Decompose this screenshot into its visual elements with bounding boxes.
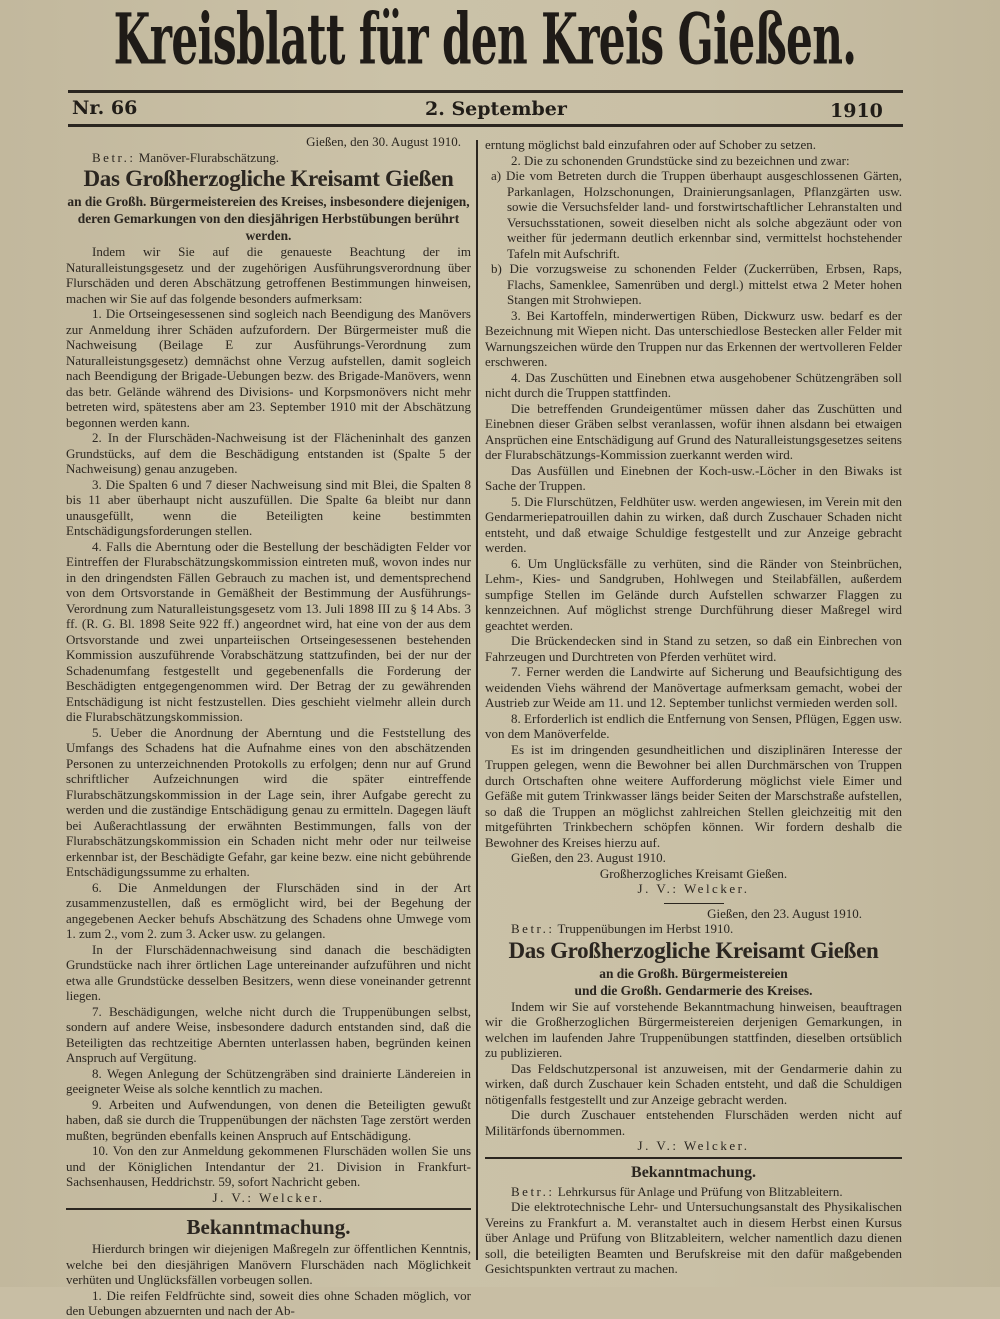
paragraph: 7. Ferner werden die Landwirte auf Sicherung und Beaufsichtigung des weidenden Viehs während der Manövertage aufmerksam gemacht, wobei der Austrieb zur Weide am 11. und 12. September tunlichst vermieden werden soll. bbox=[485, 664, 902, 710]
paragraph: 1. Die reifen Feldfrüchte sind, soweit dies ohne Schaden möglich, vor den Uebungen abzuernten und nach der Ab- bbox=[66, 1287, 471, 1318]
dateline: Gießen, den 23. August 1910. bbox=[707, 905, 862, 921]
betr-label: Betr.: bbox=[92, 149, 136, 165]
paragraph: 4. Falls die Aberntung oder die Bestellung der beschädigten Felder vor Eintreffen der Flurabschätzungskommission eintreten muß, wovon indes nur in den dringendsten Fällen Gebrauch zu machen ist, und dementsprechend von dem Ortsvorstande in Gemäßheit der Bestimmung der Ausführungs-Verordnung zum Naturalleistungsgesetz vom 13. Juli 1898 III zu § 14 Abs. 3 ff. (R. G. Bl. 1898 Seite 922 ff.) angeordnet wird, hat eine von der aus dem Ortsvorstande und zwei unparteiischen Ortseingesessenen bestehenden Kommission auszuführende Vorabschätzung stattzufinden, bei der nur der Schadenumfang festgestellt und gegebenenfalls die Forderung der Beschädigten entgegengenommen wird. Der Betrag der zu gewährenden Entschädigung ist nicht festzustellen. Dies geschieht vielmehr allein durch die Flurabschätzungskommission. bbox=[66, 538, 471, 724]
article-heading: Bekanntmachung. bbox=[631, 1163, 756, 1181]
dateline: Gießen, den 23. August 1910. bbox=[511, 850, 666, 865]
signature: J. V.: Welcker. bbox=[637, 881, 750, 896]
paragraph: Das Feldschutzpersonal ist anzuweisen, mit der Gendarmerie dahin zu wirken, daß durch Zuschauer kein Schaden entsteht, und daß die Schuldigen nötigenfalls festgestellt und zur Anzeige gebracht werden. bbox=[485, 1060, 902, 1107]
betr-subject: Truppenübungen im Herbst 1910. bbox=[557, 921, 734, 936]
paragraph: Es ist im dringenden gesundheitlichen und disziplinären Interesse der Truppen gelegen, wenn die Bewohner bei allen Durchmärschen von Truppen durch Ortschaften ohne weitere Aufforderung möglichst viele Eimer und Gefäße mit gutem Trinkwasser längs beider Seiten der Marschstraße aufstellen, so daß die Truppen an möglichst zahlreichen Stellen gleichzeitig mit den mitgeführten Trinkbechern schöpfen können. Wir fordern deshalb die Bewohner des Kreises hierzu auf. bbox=[485, 741, 902, 850]
paragraph: 8. Wegen Anlegung der Schützengräben sind drainierte Ländereien in geeigneter Weise als solche kenntlich zu machen. bbox=[66, 1065, 471, 1096]
paragraph: Indem wir Sie auf vorstehende Bekanntmachung hinweisen, beauftragen wir die Großherzoglichen Bürgermeistereien derjenigen Gemarkungen, in welchen im laufenden Jahre Truppenübungen stattfinden, dieselben ortsüblich zu publizieren. bbox=[485, 998, 902, 1060]
issue-date: 2. September bbox=[425, 98, 567, 120]
article-bekanntmachung-continued bbox=[485, 137, 902, 897]
signature: J. V.: Welcker. bbox=[212, 1189, 325, 1205]
left-column bbox=[66, 134, 471, 1319]
paragraph: Hierdurch bringen wir diejenigen Maßregeln zur öffentlichen Kenntnis, welche bei den diesjährigen Manövern Flurschäden nach Möglichkeit verhüten und Unglücksfällen vorbeugen sollen. bbox=[66, 1241, 471, 1287]
header-rule-top bbox=[68, 90, 903, 93]
article-truppenuebungen bbox=[485, 906, 902, 1154]
section-divider bbox=[485, 1157, 902, 1159]
paragraph: 1. Die Ortseingesessenen sind sogleich nach Beendigung des Manövers zur Anmeldung ihrer Schäden aufzufordern. Der Bürgermeister muß die Nachweisung (Beilage E zur Ausführungs-Verordnung zum Naturalleistungsgesetz) demnächst ohne Verzug aufstellen, damit sogleich nach Beendigung der Brigade-Uebungen bezw. des Brigade-Manövers, wenn das betr. Gelände während des Divisions- und Korpsmonövers nicht mehr betreten wird, spätestens aber am 23. September 1910 mit der Abschätzung begonnen werden kann. bbox=[66, 306, 471, 430]
list-item: b) Die vorzugsweise zu schonenden Felder (Zuckerrüben, Erbsen, Raps, Flachs, Samenklee, Samenrüben und dergl.) mittelst etwa 2 Meter hohen Stangen mit Strohwiepen. bbox=[491, 261, 902, 307]
article-address: an die Großh. Bürgermeistereien des Kreises, insbesondere diejenigen, deren Gemarkungen von den diesjährigen Herbstübungen berührt werden. bbox=[67, 194, 470, 243]
list-item: a) Die vom Betreten durch die Truppen überhaupt ausgeschlossenen Gärten, Parkanlagen, Holzschonungen, Drainierungsanlagen, Pflanzgärten usw. sowie die Versuchsfelder land- und forstwirtschaftlicher Lehranstalten und Versuchsstationen, soweit dieselben nicht als solche abgezäunt oder von weither für jedermann deutlich erkennbar sind, vermittelst hochstehender Tafeln mit Aufschrift. bbox=[491, 168, 902, 261]
paragraph: 2. In der Flurschäden-Nachweisung ist der Flächeninhalt des ganzen Grundstücks, auf dem die Beschädigung entstanden ist (Spalte 5 der Nachweisung) genau anzugeben. bbox=[66, 430, 471, 476]
right-column bbox=[485, 137, 902, 1277]
signature: J. V.: Welcker. bbox=[637, 1138, 750, 1153]
paragraph: 8. Erforderlich ist endlich die Entfernung von Sensen, Pflügen, Eggen usw. von dem Manöverfelde. bbox=[485, 710, 902, 741]
paragraph: Die betreffenden Grundeigentümer müssen daher das Zuschütten und Einebnen dieser Gräben selbst veranlassen, wofür ihnen alsdann bei etwaigen Ansprüchen eine Entschädigung auf Grund des Naturalleistungsgesetzes seitens der Flurabschätzungs-Kommission zuerkannt werden wird. bbox=[485, 400, 902, 462]
paragraph: In der Flurschädennachweisung sind danach die beschädigten Grundstücke nach ihrer örtlichen Lage untereinander aufzuführen und nicht etwa alle Grundstücke desselben Besitzers, wenn diese voneinander getrennt liegen. bbox=[66, 941, 471, 1003]
paragraph: erntung möglichst bald einzufahren oder auf Schober zu setzen. bbox=[485, 137, 817, 152]
betr-label: Betr.: bbox=[511, 1183, 555, 1199]
issue-year: 1910 bbox=[830, 100, 883, 122]
article-heading: Das Großherzogliche Kreisamt Gießen bbox=[508, 937, 879, 963]
short-divider bbox=[664, 903, 724, 904]
paragraph: 4. Das Zuschütten und Einebnen etwa ausgehobener Schützengräben soll nicht durch die Truppen stattfinden. bbox=[485, 369, 902, 400]
header-rule-bottom bbox=[68, 124, 903, 127]
article-heading: Bekanntmachung. bbox=[186, 1215, 351, 1239]
betr-label: Betr.: bbox=[511, 921, 555, 936]
article-address: an die Großh. Bürgermeistereien bbox=[599, 965, 788, 981]
paragraph: 6. Die Anmeldungen der Flurschäden sind in der Art zusammenzustellen, daß es ermöglicht wird, bei der Begehung der angegebenen Aecker behufs Abschätzung des Schadens ohne Umwege vom 1. zum 2., vom 2. zum 3. Acker usw. zu gelangen. bbox=[66, 879, 471, 941]
masthead-title: Kreisblatt für den Kreis Gießen. bbox=[113, 0, 857, 82]
article-bekanntmachung-manoever bbox=[66, 1213, 471, 1319]
paragraph: 6. Um Unglücksfälle zu verhüten, sind die Ränder von Steinbrüchen, Lehm-, Kies- und Sandgruben, Hohlwegen und Steilabfällen, außerdem sumpfige Stellen im Gelände durch Aufstellen schwarzer Flaggen zu kennzeichnen. Auf möglichst strenge Durchführung dieser Maßregel wird geachtet werden. bbox=[485, 555, 902, 633]
paragraph: Die elektrotechnische Lehr- und Untersuchungsanstalt des Physikalischen Vereins zu Frankfurt a. M. veranstaltet auch in diesem Herbst einen Kursus über Anlage und Prüfung von Blitzableitern, welcher namentlich dazu dienen soll, die beteiligten Beamten und Berufskreise mit den dafür maßgebenden Gesichtspunkten vertraut zu machen. bbox=[485, 1199, 902, 1276]
betr-subject: Manöver-Flurabschätzung. bbox=[138, 149, 279, 165]
article-blitzableiter bbox=[485, 1162, 902, 1277]
paragraph: 7. Beschädigungen, welche nicht durch die Truppenübungen selbst, sondern auf andere Weise, insbesondere dadurch entstanden sind, daß die Beteiligten das rechtzeitige Abernten unterlassen haben, begründen keinen Anspruch auf Vergütung. bbox=[66, 1003, 471, 1065]
section-divider bbox=[66, 1208, 471, 1210]
paragraph: Indem wir Sie auf die genaueste Beachtung der im Naturalleistungsgesetz und der zugehörigen Ausführungsverordnung über Flurschäden und deren Abschätzung getroffenen Bestimmungen hinweisen, machen wir Sie auf das folgende besonders aufmerksam: bbox=[66, 244, 471, 306]
paragraph: Die durch Zuschauer entstehenden Flurschäden werden nicht auf Militärfonds übernommen. bbox=[485, 1107, 902, 1138]
paragraph: 5. Die Flurschützen, Feldhüter usw. werden angewiesen, im Verein mit den Gendarmeriepatrouillen dahin zu wirken, daß durch Zuschauer Schaden nicht entsteht, und daß etwaige Schuldige festgestellt und zur Anzeige gebracht werden. bbox=[485, 493, 902, 555]
issue-number: Nr. 66 bbox=[72, 97, 138, 119]
betr-subject: Lehrkursus für Anlage und Prüfung von Blitzableitern. bbox=[557, 1183, 843, 1199]
paragraph: 3. Die Spalten 6 und 7 dieser Nachweisung sind mit Blei, die Spalten 8 bis 11 aber überhaupt nicht auszufüllen. Die Spalte 6a bleibt nur dann unausgefüllt, wenn die Beteiligten keine bestimmten Entschädigungsforderungen stellen. bbox=[66, 476, 471, 538]
paragraph: 2. Die zu schonenden Grundstücke sind zu bezeichnen und zwar: bbox=[511, 152, 850, 168]
paragraph: 10. Von den zur Anmeldung gekommenen Flurschäden wollen Sie uns und der Königlichen Intendantur der 21. Division in Frankfurt-Sachsenhausen, Heddrichstr. 59, sofort Nachricht geben. bbox=[66, 1143, 471, 1189]
paragraph: 9. Arbeiten und Aufwendungen, von denen die Beteiligten gewußt haben, daß sie durch die Truppenübungen der nächsten Tage zerstört werden mußten, begründen ebenfalls keinen Anspruch auf Entschädigung. bbox=[66, 1096, 471, 1143]
paragraph: Die Brückendecken sind in Stand zu setzen, so daß ein Einbrechen von Fahrzeugen und Durchtreten von Pferden verhütet wird. bbox=[485, 633, 902, 664]
authority: Großherzogliches Kreisamt Gießen. bbox=[599, 865, 788, 881]
article-address: und die Großh. Gendarmerie des Kreises. bbox=[574, 982, 813, 998]
article-flurabschaetzung bbox=[66, 134, 471, 1205]
column-divider bbox=[476, 140, 478, 1260]
dateline: Gießen, den 30. August 1910. bbox=[306, 134, 461, 149]
paragraph: 5. Ueber die Anordnung der Aberntung und die Feststellung des Umfangs des Schadens hat die Aufnahme eines von den abschätzenden Personen zu unterzeichnenden Protokolls zu erfolgen; denn nur auf Grund schriftlicher Aufzeichnungen wird die später eintreffende Flurabschätzungskommission in der Lage sein, ihrer Aufgabe gerecht zu werden und die zuständige Entschädigung genau zu ermitteln. Dagegen läuft bei Außerachtlassung der erwähnten Bestimmungen, falls von der Flurabschätzungskommission ein Schaden nicht mehr oder nur teilweise erkennbar ist, der Beschädigte Gefahr, gar keine bezw. eine nicht gebührende Entschädigungssumme zu erhalten. bbox=[66, 724, 471, 879]
paragraph: 3. Bei Kartoffeln, minderwertigen Rüben, Dickwurz usw. bedarf es der Bezeichnung mit Wiepen nicht. Das unterschiedlose Bestecken aller Felder mit Warnungszeichen würde den Truppen nur das Erkennen der wertvolleren Felder erschweren. bbox=[485, 307, 902, 369]
article-heading: Das Großherzogliche Kreisamt Gießen bbox=[83, 166, 454, 191]
paragraph: Das Ausfüllen und Einebnen der Koch-usw.-Löcher in den Biwaks ist Sache der Truppen. bbox=[485, 462, 902, 493]
